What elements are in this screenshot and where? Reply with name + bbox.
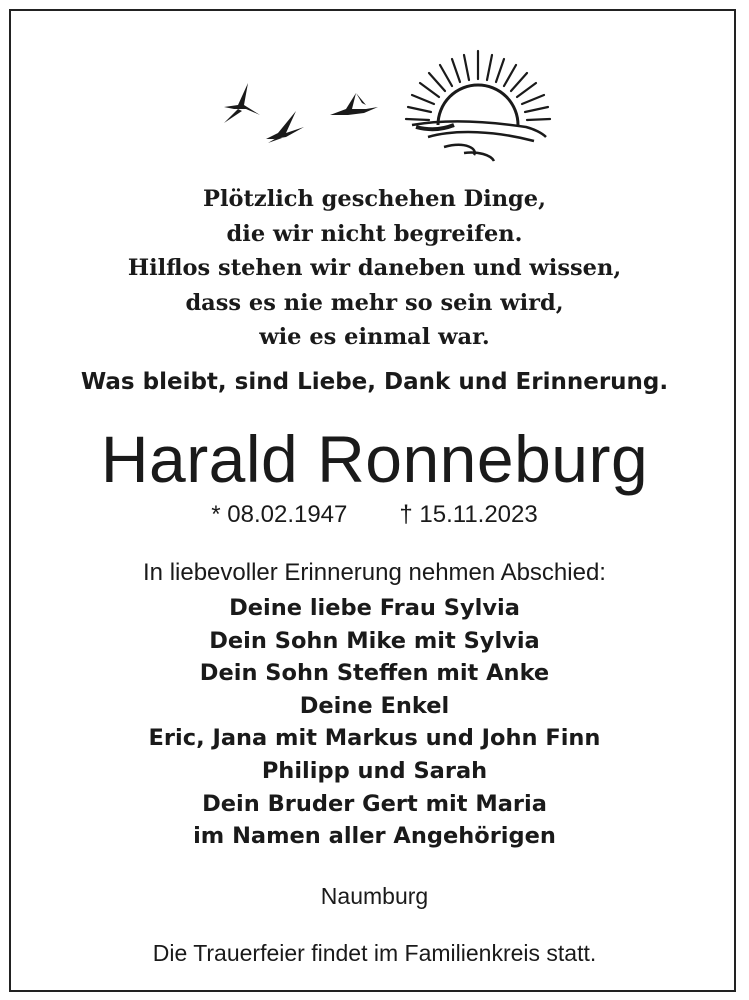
deceased-name: Harald Ronneburg: [100, 422, 649, 496]
birth-date: * 08.02.1947: [211, 501, 348, 528]
mourner-line: Eric, Jana mit Markus und John Finn: [148, 725, 601, 752]
poem-line: die wir nicht begreifen.: [226, 220, 523, 247]
mourner-line: Deine Enkel: [299, 692, 450, 719]
poem: [11, 182, 738, 355]
mourners-list: [11, 592, 738, 853]
death-date: † 15.11.2023: [399, 501, 538, 528]
obituary-frame: [9, 9, 736, 992]
poem-line: wie es einmal war.: [259, 324, 490, 350]
funeral-note: Die Trauerfeier findet im Familienkreis statt.: [152, 940, 597, 966]
place: Naumburg: [320, 883, 429, 909]
mourner-line: Dein Sohn Mike mit Sylvia: [209, 627, 540, 654]
poem-line: dass es nie mehr so sein wird,: [185, 289, 564, 316]
mourner-line: im Namen aller Angehörigen: [193, 823, 556, 850]
life-dates: [11, 501, 738, 529]
mourner-line: Dein Bruder Gert mit Maria: [202, 790, 547, 817]
birds-and-setting-sun-icon: [216, 43, 556, 168]
farewell-intro: In liebevoller Erinnerung nehmen Abschied:: [143, 559, 606, 586]
motto: Was bleibt, sind Liebe, Dank und Erinnerung.: [80, 369, 669, 395]
mourner-line: Dein Sohn Steffen mit Anke: [199, 660, 550, 687]
poem-line: Plötzlich geschehen Dinge,: [203, 186, 546, 212]
mourner-line: Deine liebe Frau Sylvia: [229, 595, 520, 621]
mourner-line: Philipp und Sarah: [261, 757, 488, 784]
poem-line: Hilflos stehen wir daneben und wissen,: [127, 255, 622, 281]
